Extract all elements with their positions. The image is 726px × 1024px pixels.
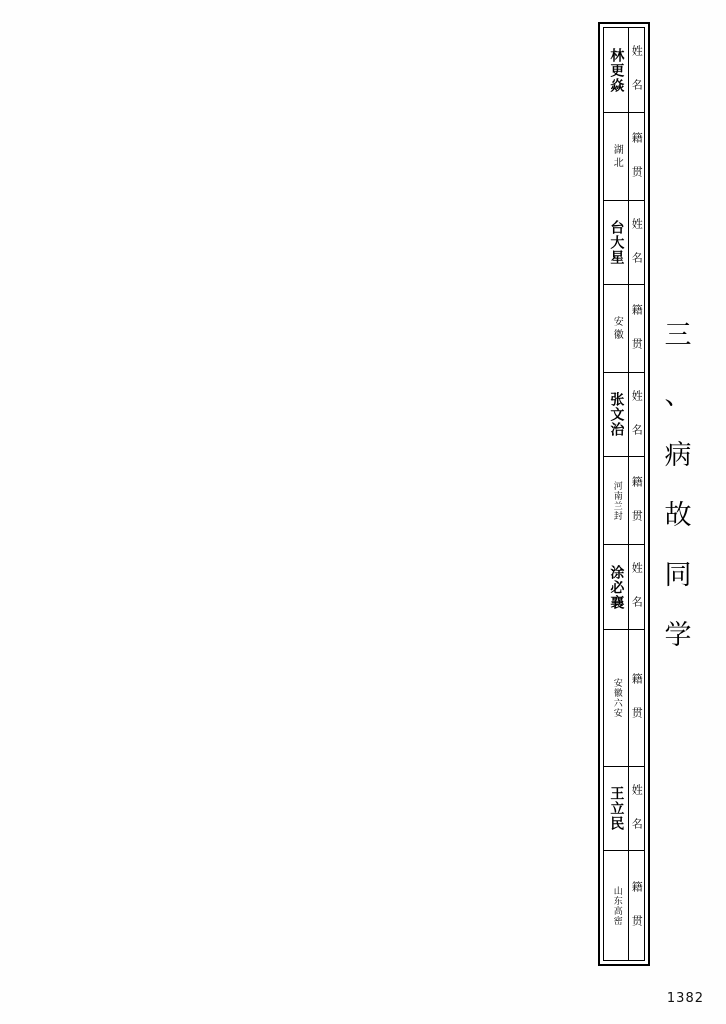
label-name: 姓 名 xyxy=(630,562,644,612)
table-label-name xyxy=(629,766,644,850)
section-heading-char: 同 xyxy=(664,560,692,591)
table-label-name xyxy=(629,372,644,456)
label-name: 姓 名 xyxy=(630,45,644,96)
table-label-origin xyxy=(629,456,644,544)
label-origin: 籍 贯 xyxy=(630,475,644,526)
label-name: 姓 名 xyxy=(630,783,644,834)
label-origin: 籍 贯 xyxy=(630,672,644,723)
entry-origin: 山东高密 xyxy=(611,885,622,926)
table-cell-name xyxy=(604,372,628,456)
entry-origin: 安徽六安 xyxy=(611,677,622,718)
section-heading-char: 病 xyxy=(664,440,692,471)
table-label-origin xyxy=(629,112,644,200)
section-heading-char: 故 xyxy=(664,500,692,531)
entry-name: 台大星 xyxy=(608,220,625,266)
table-label-name xyxy=(629,28,644,112)
entry-origin: 河南兰封 xyxy=(611,480,622,521)
roster-table-body xyxy=(603,27,645,961)
table-cell-origin xyxy=(604,629,628,766)
table-label-name xyxy=(629,544,644,628)
page-number: 1382 xyxy=(666,991,704,1006)
entry-name: 林更焱 xyxy=(608,47,625,93)
roster-label-column xyxy=(628,28,644,960)
table-cell-name xyxy=(604,544,628,628)
table-cell-name xyxy=(604,766,628,850)
section-heading xyxy=(650,22,706,962)
entry-origin: 湖北 xyxy=(611,143,623,170)
table-cell-origin xyxy=(604,850,628,960)
entry-origin: 安徽 xyxy=(611,315,623,342)
label-name: 姓 名 xyxy=(630,217,644,268)
section-heading-char: 学 xyxy=(664,620,692,651)
entry-name: 张文治 xyxy=(608,392,625,438)
table-cell-origin xyxy=(604,456,628,544)
table-cell-name xyxy=(604,28,628,112)
table-label-origin xyxy=(629,850,644,960)
section-heading-char: 、 xyxy=(664,380,692,411)
table-label-name xyxy=(629,200,644,284)
section-heading-char: 三 xyxy=(664,320,692,351)
table-cell-origin xyxy=(604,284,628,372)
table-label-origin xyxy=(629,629,644,766)
label-origin: 籍 贯 xyxy=(630,131,644,182)
table-cell-name xyxy=(604,200,628,284)
entry-name: 涂必襄 xyxy=(608,564,625,610)
label-origin: 籍 贯 xyxy=(630,303,644,354)
label-origin: 籍 贯 xyxy=(630,880,644,931)
table-label-origin xyxy=(629,284,644,372)
label-name: 姓 名 xyxy=(630,389,644,440)
entry-name: 王立民 xyxy=(608,786,625,832)
table-cell-origin xyxy=(604,112,628,200)
roster-table xyxy=(598,22,650,966)
roster-value-column xyxy=(604,28,628,960)
